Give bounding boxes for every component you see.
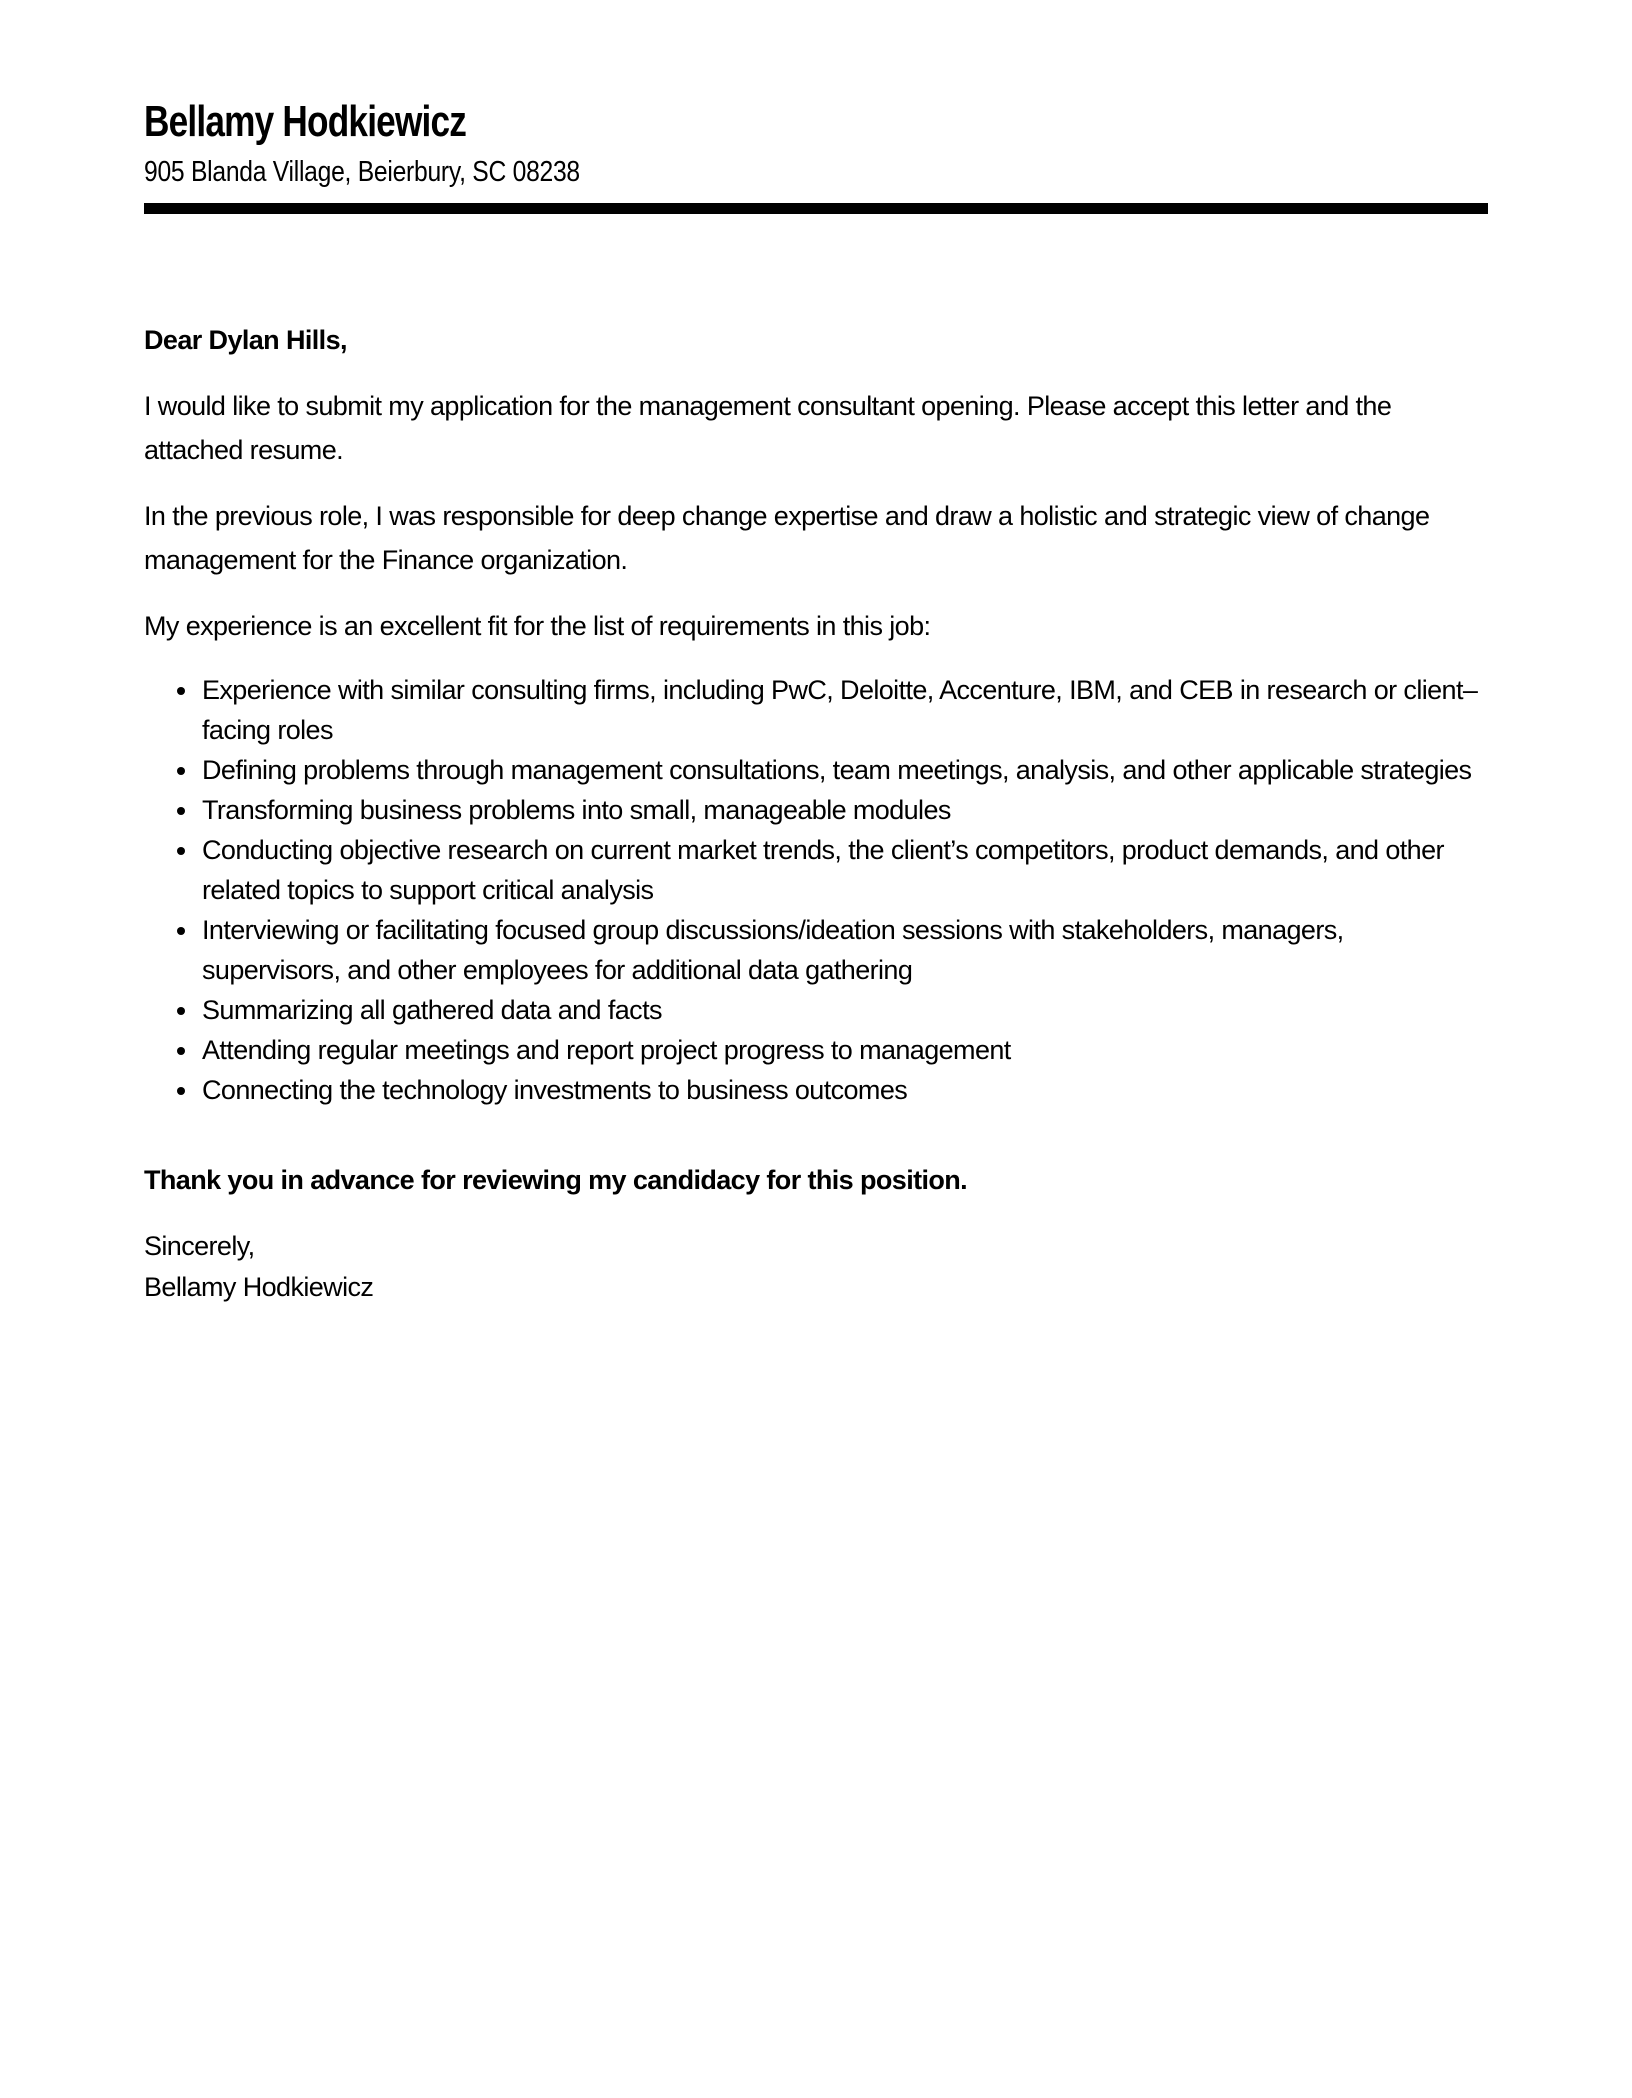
paragraph-previous-role: In the previous role, I was responsible for deep change expertise and draw a holistic and strategic view of change management for the Finance organization.	[144, 501, 1430, 575]
paragraph-intro: I would like to submit my application for the management consultant opening. Please accept this letter and the attached resume.	[144, 391, 1392, 465]
requirement-item: • Transforming business problems into small, manageable modules	[200, 790, 1488, 830]
requirement-item: • Experience with similar consulting firms, including PwC, Deloitte, Accenture, IBM, and CEB in research or client–facing roles	[200, 670, 1488, 750]
closing-thanks: Thank you in advance for reviewing my candidacy for this position.	[144, 1165, 968, 1195]
requirement-item: • Conducting objective research on current market trends, the client’s competitors, product demands, and other related topics to support critical analysis	[200, 830, 1488, 910]
sender-address: 905 Blanda Village, Beierbury, SC 08238	[144, 156, 580, 188]
requirement-item: • Attending regular meetings and report project progress to management	[200, 1030, 1488, 1070]
sender-name: Bellamy Hodkiewicz	[144, 97, 467, 146]
requirements-list	[144, 670, 1488, 1110]
requirement-item: • Connecting the technology investments to business outcomes	[200, 1070, 1488, 1110]
requirement-item: • Summarizing all gathered data and facts	[200, 990, 1488, 1030]
letter-body	[144, 318, 1488, 1308]
requirement-item: • Interviewing or facilitating focused group discussions/ideation sessions with stakeholders, managers, supervisors, and other employees for additional data gathering	[200, 910, 1488, 990]
signature-block	[144, 1226, 1488, 1308]
signoff: Sincerely,	[144, 1231, 255, 1261]
paragraph-experience-fit: My experience is an excellent fit for the list of requirements in this job:	[144, 611, 931, 641]
requirement-item: • Defining problems through management consultations, team meetings, analysis, and other applicable strategies	[200, 750, 1488, 790]
header-divider	[144, 203, 1488, 214]
letter-header	[144, 97, 1488, 214]
signature-name: Bellamy Hodkiewicz	[144, 1272, 374, 1302]
salutation: Dear Dylan Hills,	[144, 325, 347, 355]
